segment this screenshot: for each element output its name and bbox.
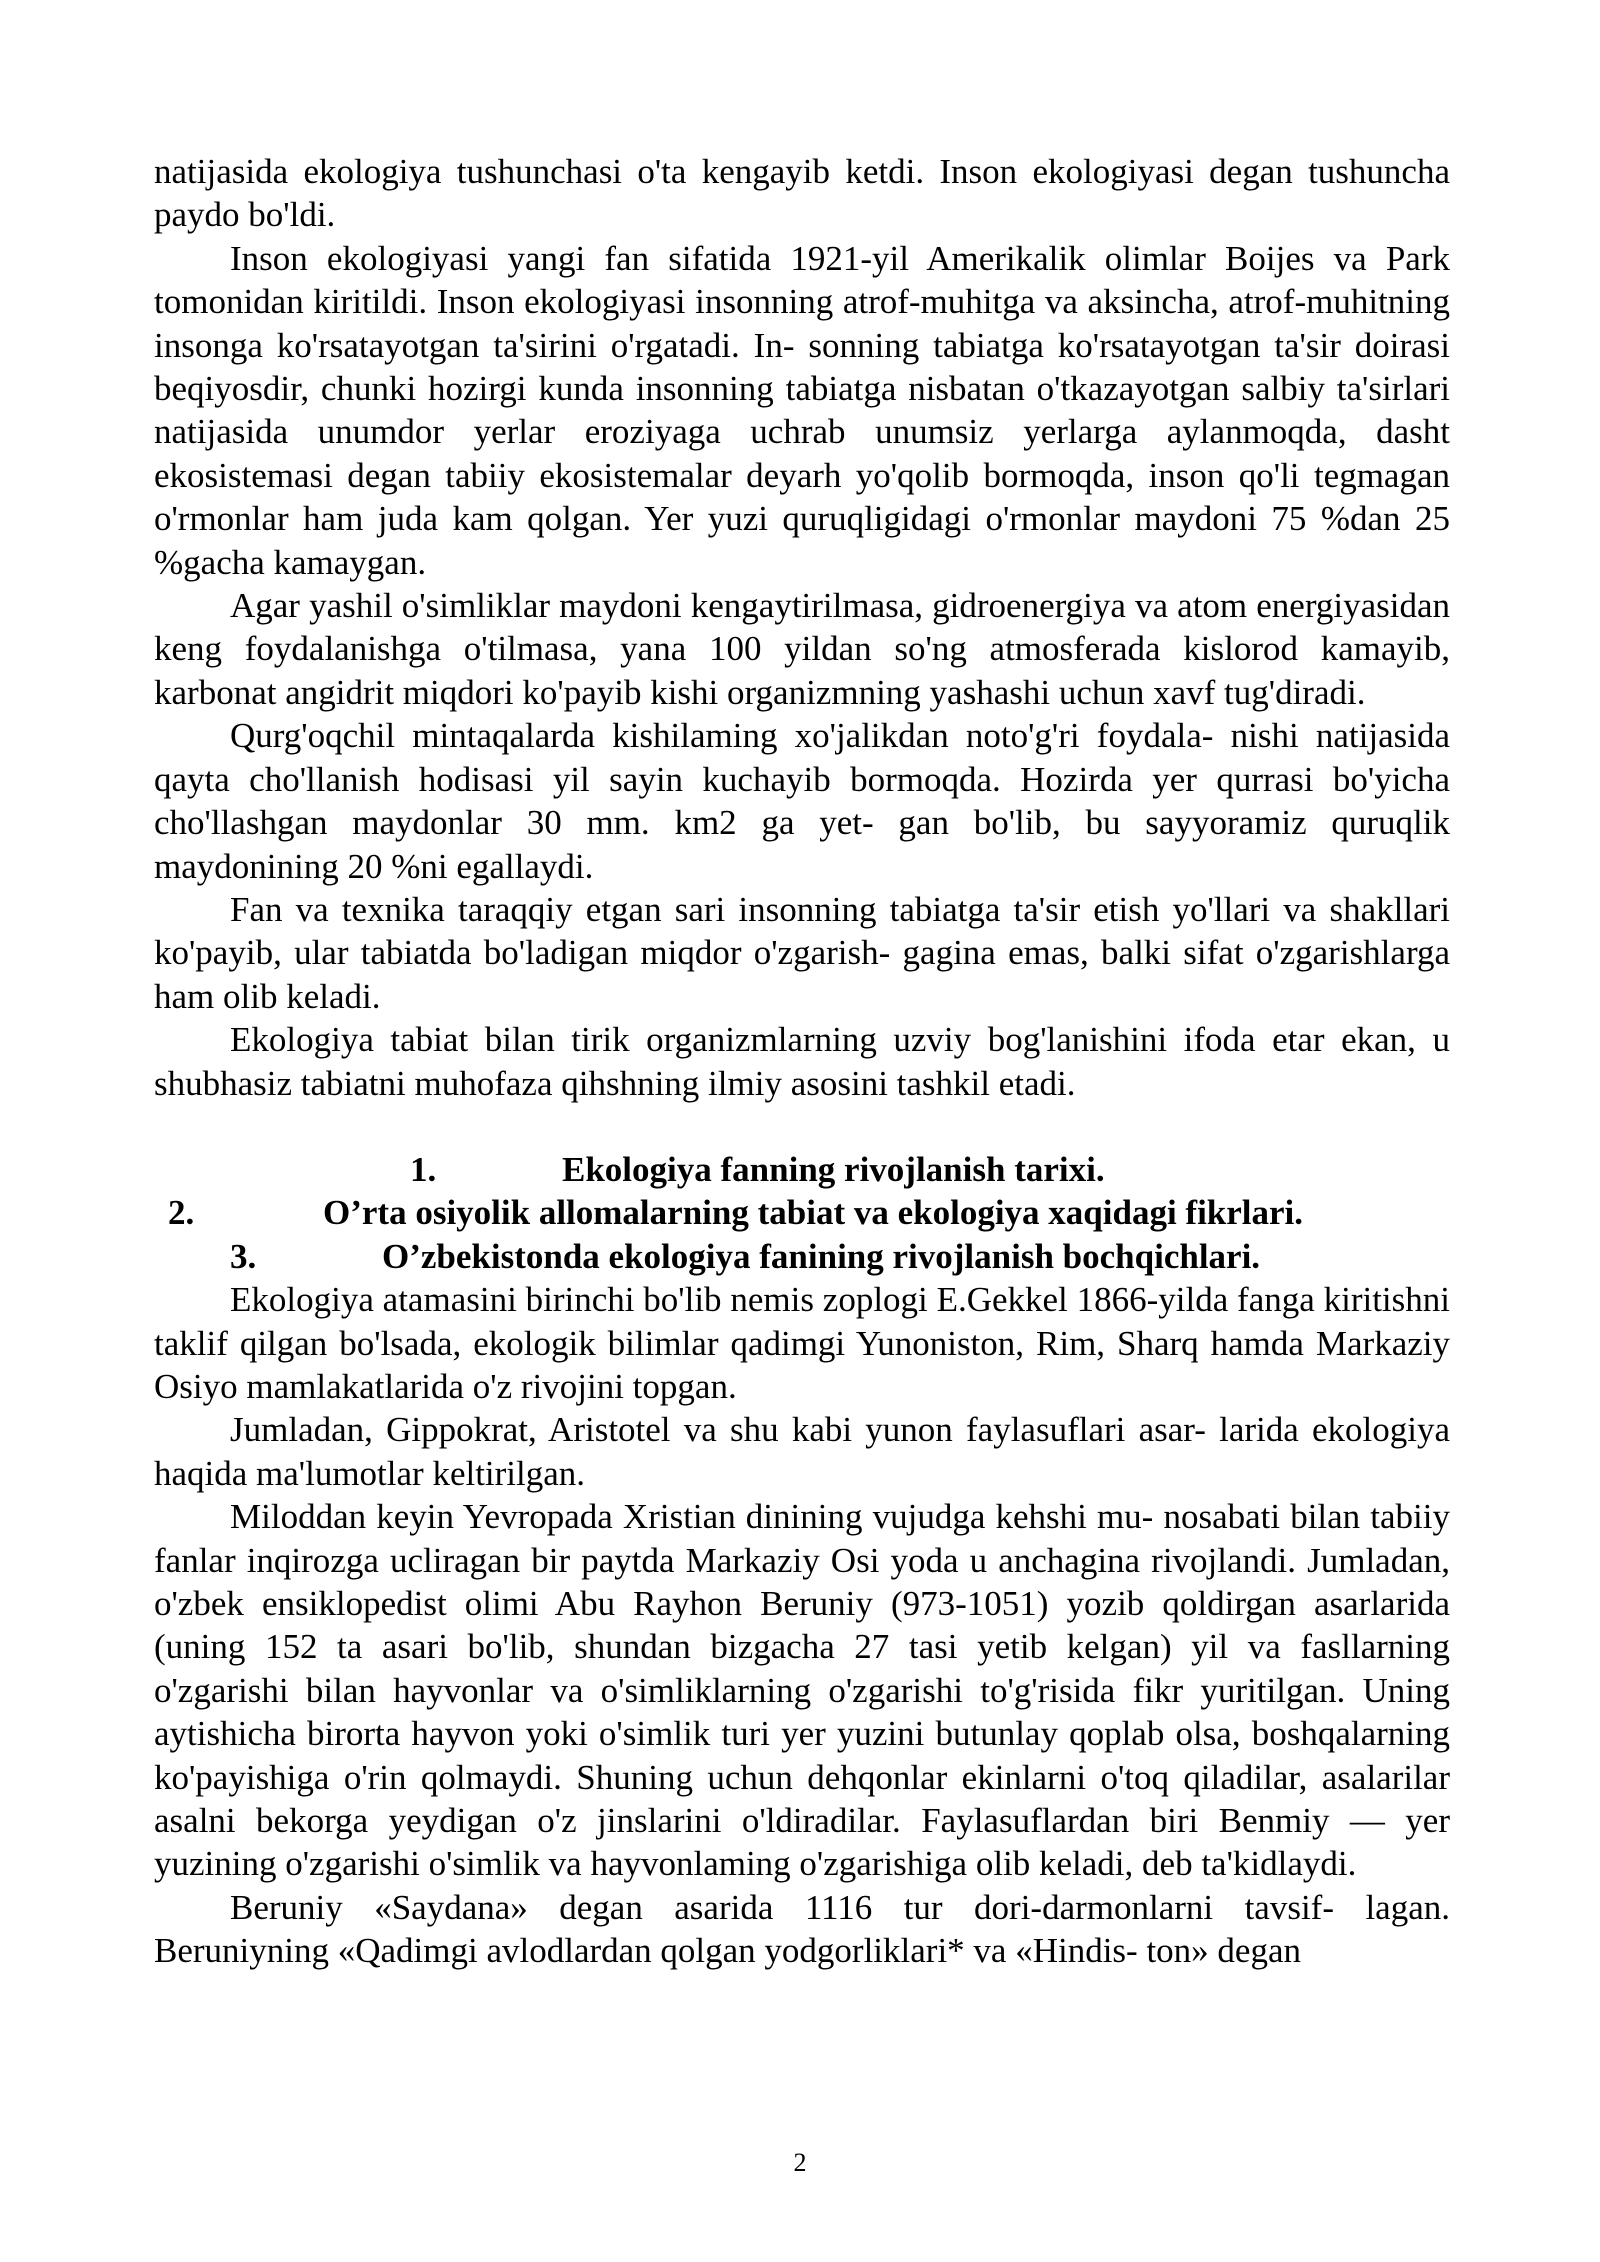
heading-2-text: O’rta osiyolik allomalarning tabiat va ekologiya xaqidagi fikrlari. [323,1193,1304,1233]
heading-1 [154,1148,1450,1191]
page-number: 2 [793,2148,807,2177]
paragraph-gekkel: Ekologiya atamasini birinchi bo'lib nemis zoplogi E.Gekkel 1866-yilda fanga kiritishni taklif qilgan bo'lsada, ekologik bilimlar qadimgi Yunoniston, Rim, Sharq hamda Markaziy Osiyo mamlakatlarida o'z rivojini topgan. [154,1280,1450,1406]
heading-3-text: O’zbekistonda ekologiya fanining rivojlanish bochqichlari. [382,1236,1261,1276]
heading-2 [154,1191,1450,1234]
paragraph-greek-philosophers: Jumladan, Gippokrat, Aristotel va shu kabi yunon faylasuflari asar- larida ekologiya haqida ma'lumotlar keltirilgan. [154,1410,1450,1493]
heading-3 [154,1235,1450,1278]
paragraph-beruniy: Miloddan keyin Yevropada Xristian dinining vujudga kehshi mu- nosabati bilan tabiiy fanlar inqirozga ucliragan bir paytda Markaziy Osi yoda u anchagina rivojlandi. Jumladan, o'zbek ensiklopedist olimi Abu Rayhon Beruniy (973-1051) yozib qoldirgan asarlarida (uning 152 ta asari bo'lib, shundan bizgacha 27 tasi yetib kelgan) yil va fasllarning o'zgarishi bilan hayvonlar va o'simliklarning o'zgarishi to'g'risida fikr yuritilgan. Uning aytishicha birorta hayvon yoki o'simlik turi yer yuzini butunlay qoplab olsa, boshqalarning ko'payishiga o'rin qolmaydi. Shuning uchun dehqonlar ekinlarni o'toq qiladilar, asalarilar asalni bekorga yeydigan o'z jinslarini o'ldiradilar. Faylasuflardan biri Benmiy — yer yuzining o'zgarishi o'simlik va hayvonlaming o'zgarishiga olib keladi, deb ta'kidlaydi. [154,1497,1450,1884]
section-spacer [154,1105,1450,1148]
paragraph-technology: Fan va texnika taraqqiy etgan sari insonning tabiatga ta'sir etish yo'llari va shakllari ko'payib, ular tabiatda bo'ladigan miqdor o'zgarish- gagina emas, balki sifat o'zgarishlarga ham olib keladi. [154,889,1450,1016]
paragraph-ecology-nature: Ekologiya tabiat bilan tirik organizmlarning uzviy bog'lanishini ifoda etar ekan, u shubhasiz tabiatni muhofaza qihshning ilmiy asosini tashkil etadi. [154,1020,1450,1103]
paragraph-saydana: Beruniy «Saydana» degan asarida 1116 tur dori-darmonlarni tavsif- lagan. Beruniyning «Qadimgi avlodlardan qolgan yodgorliklari* va «Hindis- ton» degan [154,1887,1450,1971]
heading-3-number: 3. [230,1236,257,1276]
paragraph-green-plants: Agar yashil o'simliklar maydoni kengaytirilmasa, gidroenergiya va atom energiyasidan keng foydalanishga o'tilmasa, yana 100 yildan so'ng atmosferada kislorod kamayib, karbonat angidrit miqdori ko'payib kishi organizmning yashashi uchun xavf tug'diradi. [154,586,1450,712]
heading-2-number: 2. [168,1193,195,1233]
heading-1-number: 1. [410,1149,437,1189]
paragraph-continuation: natijasida ekologiya tushunchasi o'ta kengayib ketdi. Inson ekologiyasi degan tushuncha paydo bo'ldi. [154,152,1450,235]
document-page [154,150,1450,1973]
heading-1-text: Ekologiya fanning rivojlanish tarixi. [562,1149,1105,1189]
paragraph-desertification: Qurg'oqchil mintaqalarda kishilaming xo'jalikdan noto'g'ri foydala- nishi natijasida qayta cho'llanish hodisasi yil sayin kuchayib bormoqda. Hozirda yer qurrasi bo'yicha cho'llashgan maydonlar 30 mm. km2 ga yet- gan bo'lib, bu sayyoramiz quruqlik maydonining 20 %ni egallaydi. [154,716,1450,886]
paragraph-human-ecology: Inson ekologiyasi yangi fan sifatida 1921-yil Amerikalik olimlar Boijes va Park tomonidan kiritildi. Inson ekologiyasi insonning atrof-muhitga va aksincha, atrof-muhitning insonga ko'rsatayotgan ta'sirini o'rgatadi. In- sonning tabiatga ko'rsatayotgan ta'sir doirasi beqiyosdir, chunki hozirgi kunda insonning tabiatga nisbatan o'tkazayotgan salbiy ta'sirlari natijasida unumdor yerlar eroziyaga uchrab unumsiz yerlarga aylanmoqda, dasht ekosistemasi degan tabiiy ekosistemalar deyarh yo'qolib bormoqda, inson qo'li tegmagan o'rmonlar ham juda kam qolgan. Yer yuzi quruqligidagi o'rmonlar maydoni 75 %dan 25 %gacha kamaygan. [154,238,1450,582]
